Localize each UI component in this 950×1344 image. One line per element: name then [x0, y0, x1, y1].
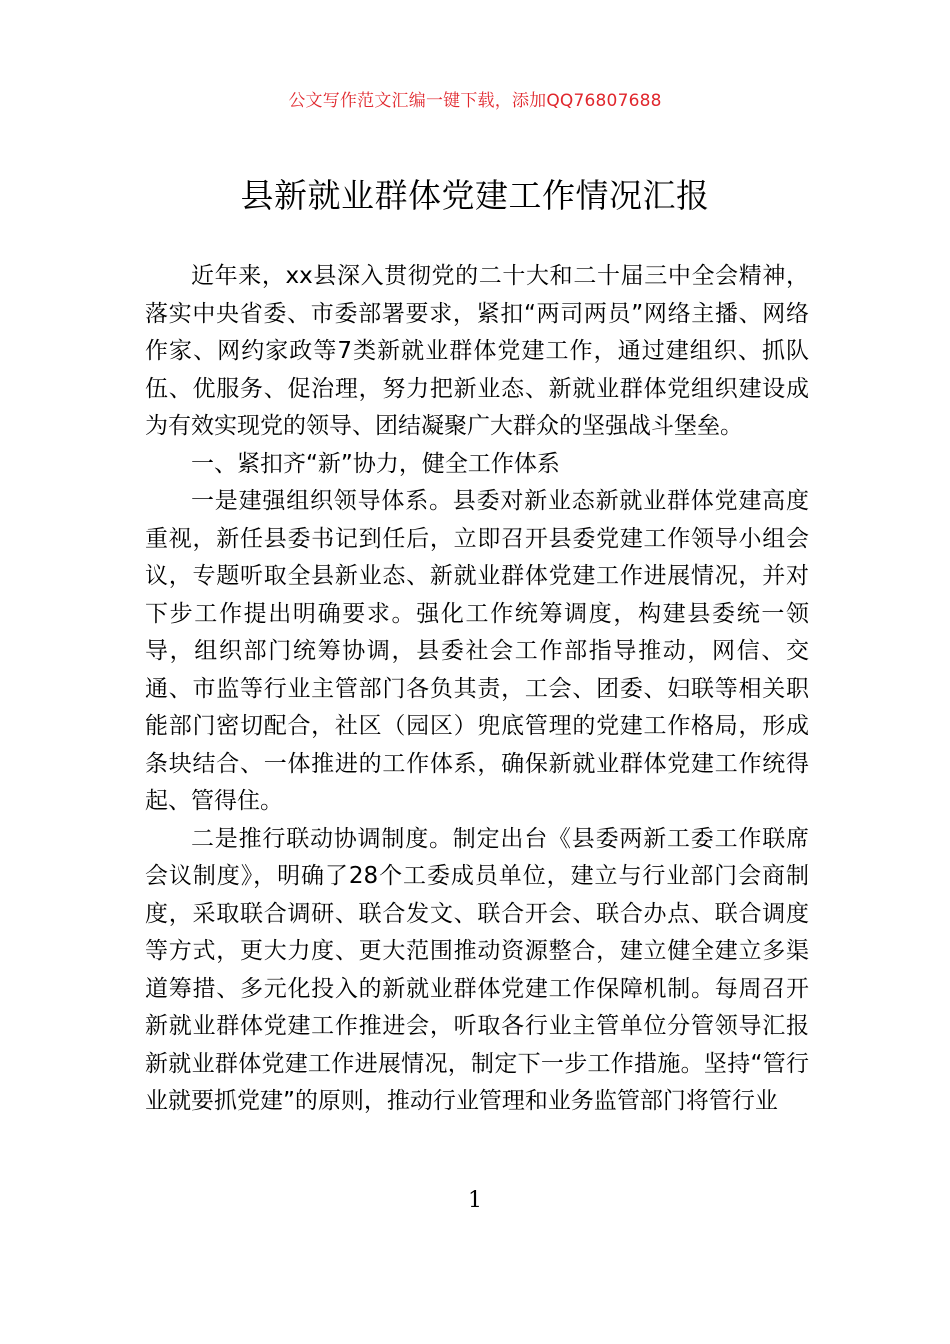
- paragraph-organization-system: 一是建强组织领导体系。县委对新业态新就业群体党建高度重视，新任县委书记到任后，立即召开县委党建工作领导小组会议，专题听取全县新业态、新就业群体党建工作进展情况，并对下步工作提出明确要求。强化工作统筹调度，构建县委统一领导，组织部门统筹协调，县委社会工作部指导推动，网信、交通、市监等行业主管部门各负其责，工会、团委、妇联等相关职能部门密切配合，社区（园区）兜底管理的党建工作格局，形成条块结合、一体推进的工作体系，确保新就业群体党建工作统得起、管得住。: [145, 488, 809, 814]
- document-title: 县新就业群体党建工作情况汇报: [240, 176, 710, 215]
- paragraph-intro: 近年来，xx县深入贯彻党的二十大和二十届三中全会精神，落实中央省委、市委部署要求，紧扣“两司两员”网络主播、网络作家、网约家政等7类新就业群体党建工作，通过建组织、抓队伍、优服务、促治理，努力把新业态、新就业群体党组织建设成为有效实现党的领导、团结凝聚广大群众的坚强战斗堡垒。: [145, 263, 809, 439]
- paragraph-coordination-system: 二是推行联动协调制度。制定出台《县委两新工委工作联席会议制度》，明确了28个工委成员单位，建立与行业部门会商制度，采取联合调研、联合发文、联合开会、联合办点、联合调度等方式，更大力度、更大范围推动资源整合，建立健全建立多渠道筹措、多元化投入的新就业群体党建工作保障机制。每周召开新就业群体党建工作推进会，听取各行业主管单位分管领导汇报新就业群体党建工作进展情况，制定下一步工作措施。坚持“管行业就要抓党建”的原则，推动行业管理和业务监管部门将管行业: [145, 825, 809, 1114]
- header-download-note: 公文写作范文汇编一键下载，添加QQ76807688: [288, 91, 662, 111]
- section-heading-1: 一、紧扣齐“新”协力，健全工作体系: [191, 450, 560, 477]
- document-body: [145, 258, 809, 1121]
- page-number: 1: [468, 1188, 482, 1213]
